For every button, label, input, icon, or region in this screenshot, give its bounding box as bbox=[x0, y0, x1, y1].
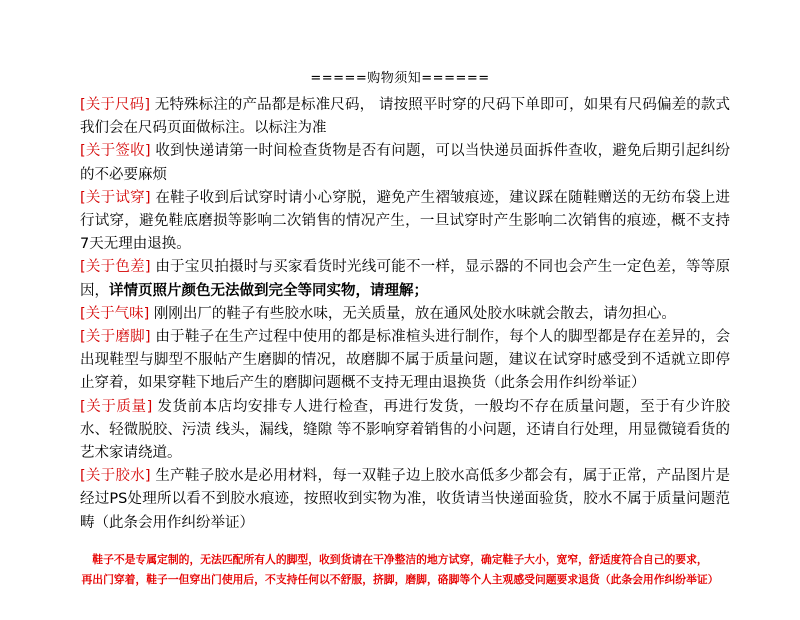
section-tag: [关于磨脚] bbox=[80, 329, 151, 346]
section-rubbing bbox=[80, 326, 730, 396]
section-odor bbox=[80, 303, 730, 326]
section-text: 无特殊标注的产品都是标准尺码， 请按照平时穿的尺码下单即可，如果有尺码偏差的款式我们会在尺码页面做标注。以标注为准 bbox=[80, 97, 730, 137]
section-receipt bbox=[80, 140, 730, 186]
section-tag: [关于色差] bbox=[80, 259, 151, 276]
section-tag: [关于质量] bbox=[80, 398, 153, 415]
notice-title: =====购物须知====== bbox=[310, 71, 490, 86]
section-text: 由于鞋子在生产过程中使用的都是标准楦头进行制作，每个人的脚型都是存在差异的，会出现鞋型与脚型不服帖产生磨脚的情况，故磨脚不属于质量问题，建议在试穿时感受到不适就立即停止穿着，如果穿鞋下地后产生的磨脚问题概不支持无理由退换货（此条会用作纠纷举证） bbox=[80, 329, 730, 392]
section-try-on bbox=[80, 187, 730, 257]
section-glue bbox=[80, 465, 730, 535]
section-tag: [关于气味] bbox=[80, 305, 150, 322]
section-tag: [关于尺码] bbox=[80, 97, 150, 113]
section-emphasis: 详情页照片颜色无法做到完全等同实物，请理解； bbox=[109, 282, 428, 299]
section-text: 生产鞋子胶水是必用材料，每一双鞋子边上胶水高低多少都会有，属于正常，产品图片是经过PS处理所以看不到胶水痕迹，按照收到实物为准，收货请当快递面验货，胶水不属于质量问题范畴（此条会用作纠纷举证） bbox=[80, 468, 730, 531]
footer-warning bbox=[0, 550, 800, 590]
section-text: 收到快递请第一时间检查货物是否有问题，可以当快递员面拆件查收，避免后期引起纠纷的不必要麻烦 bbox=[80, 143, 730, 183]
section-text: 由于宝贝拍摄时与买家看货时光线可能不一样，显示器的不同也会产生一定色差，等等原因， bbox=[80, 259, 730, 299]
footer-line-1: 鞋子不是专属定制的，无法匹配所有人的脚型，收到货请在干净整洁的地方试穿，确定鞋子大小，宽窄，舒适度符合自己的要求， bbox=[92, 553, 708, 566]
section-color bbox=[80, 256, 730, 302]
section-text: 在鞋子收到后试穿时请小心穿脱，避免产生褶皱痕迹，建议踩在随鞋赠送的无纺布袋上进行试穿，避免鞋底磨损等影响二次销售的情况产生，一旦试穿时产生影响二次销售的痕迹，概不支持 7天无理由退换。 bbox=[80, 189, 730, 253]
section-tag: [关于签收] bbox=[80, 143, 151, 160]
notice-sections bbox=[80, 94, 730, 535]
footer-line-2: 再出门穿着，鞋子一但穿出门使用后，不支持任何以不舒服，挤脚，磨脚，硌脚等个人主观感受问题要求退货（此条会用作纠纷举证） bbox=[81, 573, 719, 586]
section-tag: [关于试穿] bbox=[80, 189, 151, 206]
section-size bbox=[80, 94, 730, 140]
section-text: 刚刚出厂的鞋子有些胶水味，无关质量，放在通风处胶水味就会散去，请勿担心。 bbox=[149, 305, 676, 322]
section-tag: [关于胶水] bbox=[80, 468, 151, 485]
section-text: 发货前本店均安排专人进行检查，再进行发货，一般均不存在质量问题，至于有少许胶水、轻微脱胶、污渍 线头，漏线，缝隙 等不影响穿着销售的小问题，还请自行处理，用显微镜看货的艺术家请绕道。 bbox=[80, 398, 730, 462]
section-quality bbox=[80, 396, 730, 466]
